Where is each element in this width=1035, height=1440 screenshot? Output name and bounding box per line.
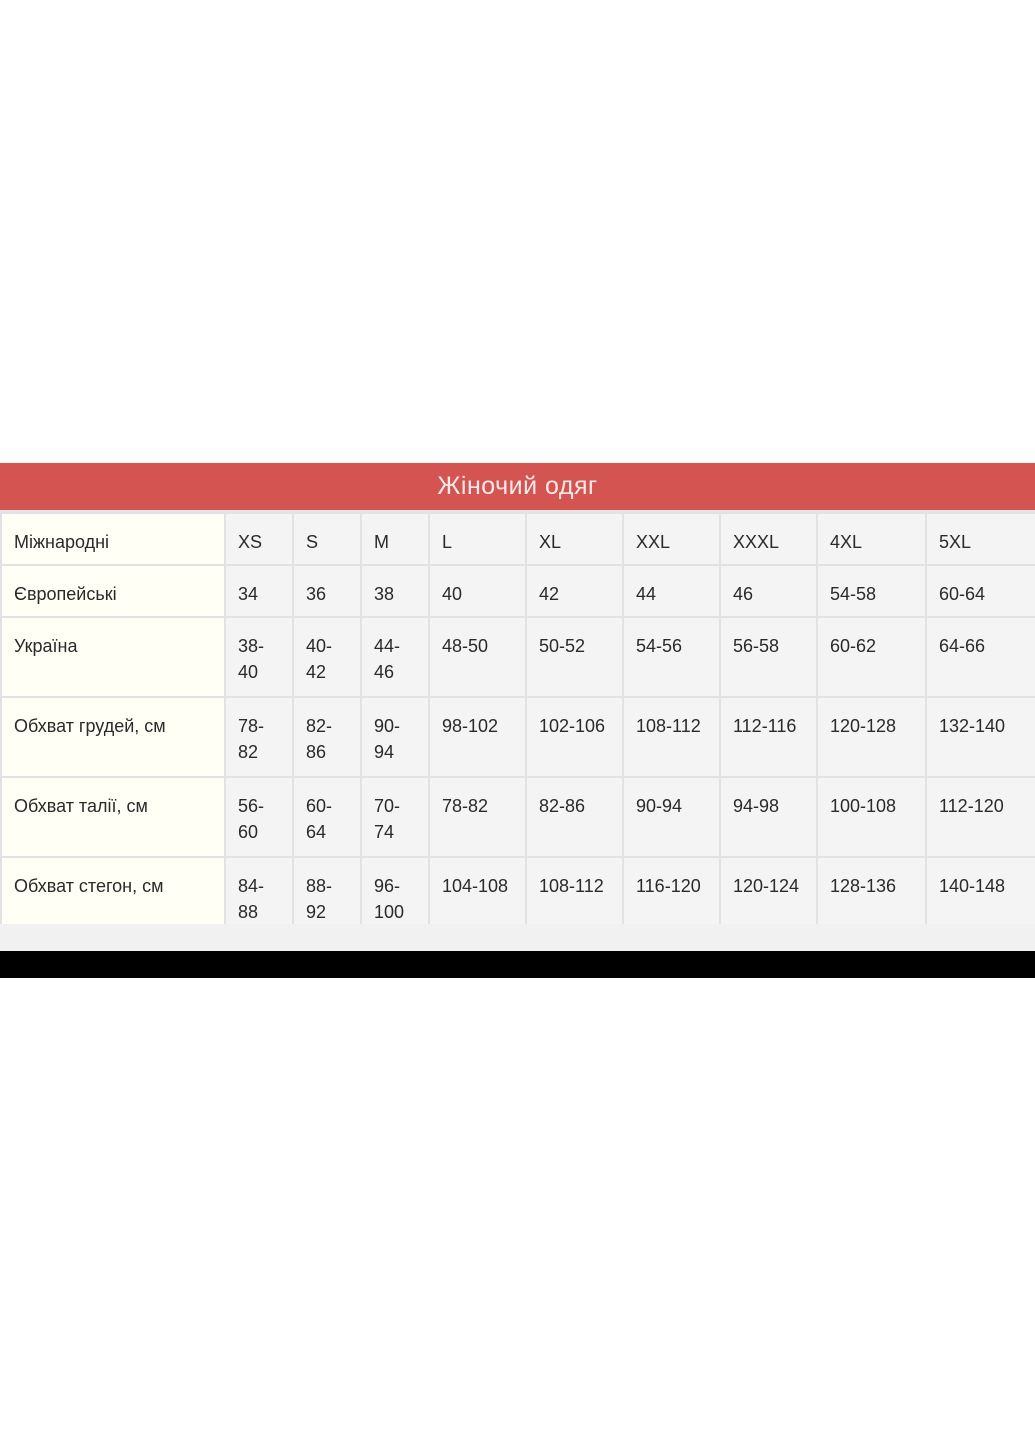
size-cell: 98-102	[429, 697, 526, 777]
size-cell: 54-58	[817, 565, 926, 617]
size-cell: 96-100	[361, 857, 429, 937]
row-label: Обхват грудей, см	[1, 697, 225, 777]
row-label: Європейські	[1, 565, 225, 617]
size-cell: 94-98	[720, 777, 817, 857]
size-cell: 120-128	[817, 697, 926, 777]
size-cell: 40-42	[293, 617, 361, 697]
size-cell: 64-66	[926, 617, 1035, 697]
size-cell: 90-94	[623, 777, 720, 857]
size-cell: 78-82	[429, 777, 526, 857]
size-cell: 60-64	[293, 777, 361, 857]
size-cell: 140-148	[926, 857, 1035, 937]
row-label: Обхват стегон, см	[1, 857, 225, 937]
size-cell: 82-86	[293, 697, 361, 777]
size-cell: 4XL	[817, 513, 926, 565]
size-cell: 5XL	[926, 513, 1035, 565]
size-cell: 60-64	[926, 565, 1035, 617]
size-cell: XS	[225, 513, 293, 565]
size-cell: 84-88	[225, 857, 293, 937]
table-row	[1, 697, 1035, 777]
table-row	[1, 565, 1035, 617]
size-cell: 104-108	[429, 857, 526, 937]
size-cell: 44	[623, 565, 720, 617]
table-title: Жіночий одяг	[0, 463, 1035, 512]
size-cell: 70-74	[361, 777, 429, 857]
table-row	[1, 777, 1035, 857]
table-row	[1, 513, 1035, 565]
row-label: Україна	[1, 617, 225, 697]
size-cell: 40	[429, 565, 526, 617]
size-cell: 56-58	[720, 617, 817, 697]
row-label: Обхват талії, см	[1, 777, 225, 857]
size-cell: 108-112	[526, 857, 623, 937]
size-cell: M	[361, 513, 429, 565]
size-cell: 112-120	[926, 777, 1035, 857]
size-cell: 120-124	[720, 857, 817, 937]
size-cell: 88-92	[293, 857, 361, 937]
size-cell: 90-94	[361, 697, 429, 777]
size-cell: 46	[720, 565, 817, 617]
size-cell: 38-40	[225, 617, 293, 697]
size-cell: 100-108	[817, 777, 926, 857]
footer-band	[0, 924, 1035, 951]
size-cell: 44-46	[361, 617, 429, 697]
size-cell: 34	[225, 565, 293, 617]
size-cell: 116-120	[623, 857, 720, 937]
size-cell: 38	[361, 565, 429, 617]
size-cell: 132-140	[926, 697, 1035, 777]
size-cell: XXL	[623, 513, 720, 565]
size-cell: 128-136	[817, 857, 926, 937]
size-cell: 82-86	[526, 777, 623, 857]
size-cell: 60-62	[817, 617, 926, 697]
size-cell: 112-116	[720, 697, 817, 777]
size-cell: 78-82	[225, 697, 293, 777]
size-cell: XXXL	[720, 513, 817, 565]
size-cell: 56-60	[225, 777, 293, 857]
size-cell: 102-106	[526, 697, 623, 777]
row-label: Міжнародні	[1, 513, 225, 565]
size-cell: 42	[526, 565, 623, 617]
size-cell: 108-112	[623, 697, 720, 777]
size-cell: L	[429, 513, 526, 565]
size-cell: 36	[293, 565, 361, 617]
size-cell: S	[293, 513, 361, 565]
table-row	[1, 617, 1035, 697]
size-chart	[0, 463, 1035, 938]
size-cell: 54-56	[623, 617, 720, 697]
size-cell: XL	[526, 513, 623, 565]
size-table	[0, 512, 1035, 938]
size-cell: 48-50	[429, 617, 526, 697]
bottom-bar	[0, 951, 1035, 978]
size-cell: 50-52	[526, 617, 623, 697]
